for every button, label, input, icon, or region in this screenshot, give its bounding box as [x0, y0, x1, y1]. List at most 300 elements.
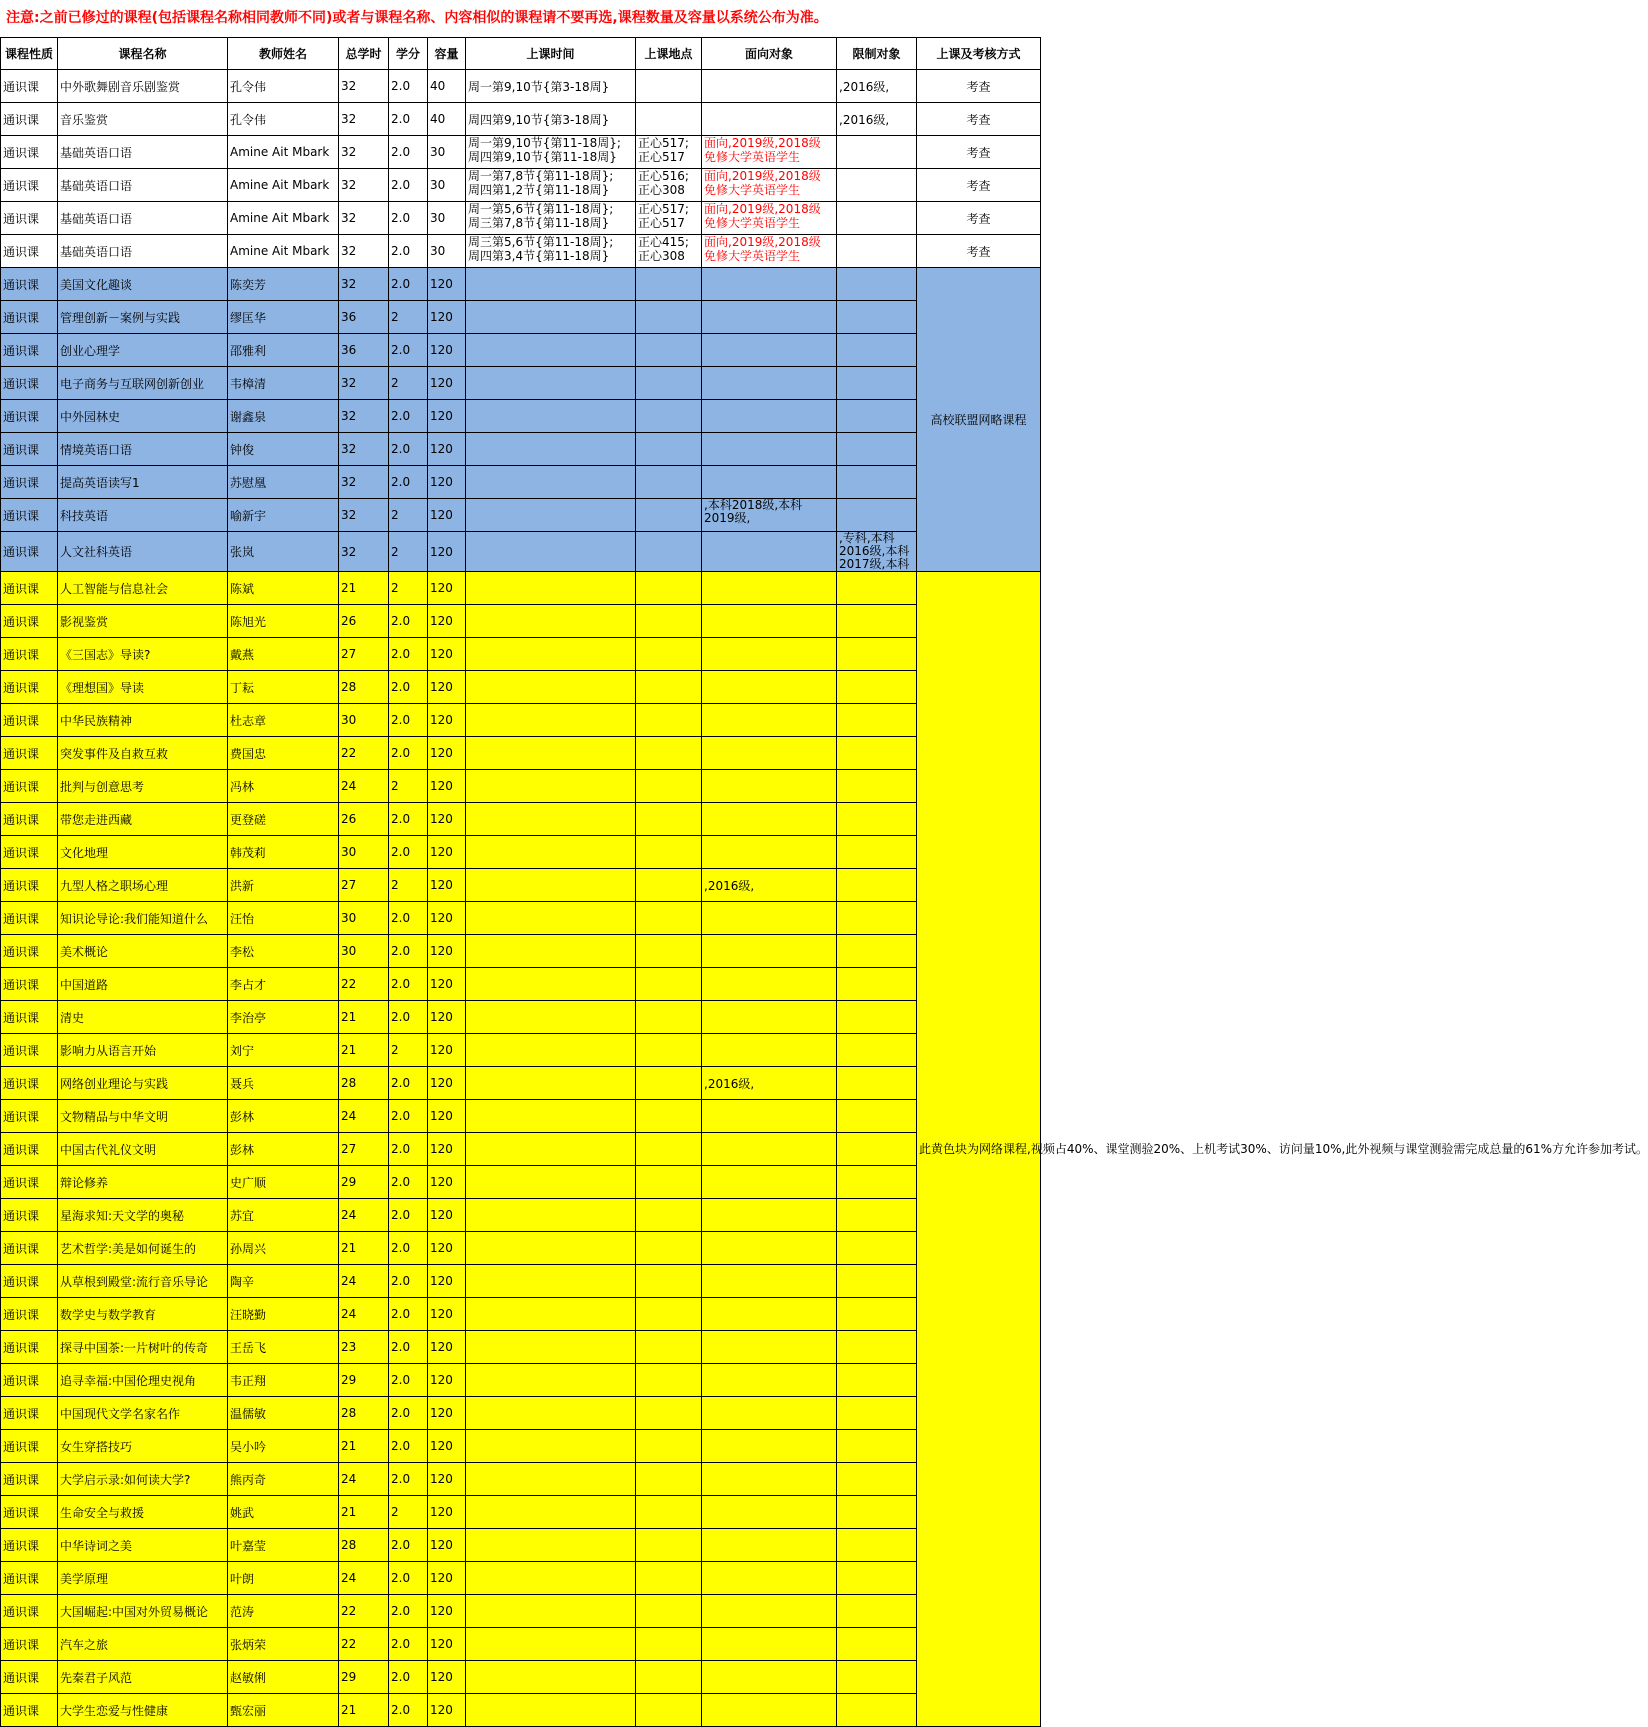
cell-capacity[interactable]: 120 — [428, 1562, 466, 1595]
cell-credit[interactable]: 2 — [389, 1034, 428, 1067]
cell-credit[interactable]: 2.0 — [389, 935, 428, 968]
column-header-credit[interactable]: 学分 — [389, 38, 428, 70]
cell-capacity[interactable]: 120 — [428, 737, 466, 770]
cell-place[interactable] — [636, 1562, 702, 1595]
cell-course-type[interactable]: 通识课 — [1, 638, 58, 671]
cell-hours[interactable]: 30 — [339, 836, 389, 869]
cell-capacity[interactable]: 120 — [428, 1331, 466, 1364]
cell-course-type[interactable]: 通识课 — [1, 202, 58, 235]
cell-course-name[interactable]: 中国道路 — [58, 968, 228, 1001]
cell-teacher[interactable]: 陈奕芳 — [228, 268, 339, 301]
cell-limit[interactable] — [837, 1430, 917, 1463]
cell-limit[interactable]: ,2016级, — [837, 103, 917, 136]
cell-course-name[interactable]: 提高英语读写1 — [58, 466, 228, 499]
cell-place[interactable] — [636, 671, 702, 704]
cell-credit[interactable]: 2.0 — [389, 433, 428, 466]
cell-time[interactable] — [466, 1397, 636, 1430]
cell-hours[interactable]: 24 — [339, 1199, 389, 1232]
cell-hours[interactable]: 36 — [339, 334, 389, 367]
cell-place[interactable] — [636, 1232, 702, 1265]
cell-course-type[interactable]: 通识课 — [1, 968, 58, 1001]
cell-time[interactable] — [466, 1463, 636, 1496]
cell-course-type[interactable]: 通识课 — [1, 1265, 58, 1298]
cell-teacher[interactable]: 赵敏俐 — [228, 1661, 339, 1694]
cell-course-name[interactable]: 大学启示录:如何读大学? — [58, 1463, 228, 1496]
cell-time[interactable]: 周四第9,10节{第3-18周} — [466, 103, 636, 136]
cell-target[interactable] — [702, 704, 837, 737]
cell-credit[interactable]: 2.0 — [389, 968, 428, 1001]
cell-limit[interactable] — [837, 572, 917, 605]
cell-time[interactable] — [466, 1133, 636, 1166]
cell-place[interactable] — [636, 605, 702, 638]
cell-course-type[interactable]: 通识课 — [1, 1628, 58, 1661]
cell-time[interactable] — [466, 301, 636, 334]
cell-limit[interactable]: ,2016级, — [837, 70, 917, 103]
cell-target[interactable] — [702, 770, 837, 803]
cell-exam[interactable]: 考查 — [917, 136, 1041, 169]
cell-target[interactable] — [702, 671, 837, 704]
cell-place[interactable]: 正心517; 正心517 — [636, 202, 702, 235]
cell-credit[interactable]: 2.0 — [389, 1562, 428, 1595]
cell-place[interactable] — [636, 770, 702, 803]
cell-limit[interactable] — [837, 1364, 917, 1397]
cell-target[interactable] — [702, 70, 837, 103]
cell-teacher[interactable]: 钟俊 — [228, 433, 339, 466]
cell-limit[interactable] — [837, 1496, 917, 1529]
cell-place[interactable] — [636, 1133, 702, 1166]
cell-capacity[interactable]: 120 — [428, 400, 466, 433]
cell-capacity[interactable]: 120 — [428, 466, 466, 499]
cell-credit[interactable]: 2 — [389, 572, 428, 605]
cell-teacher[interactable]: 陶辛 — [228, 1265, 339, 1298]
cell-target[interactable] — [702, 1034, 837, 1067]
cell-time[interactable] — [466, 268, 636, 301]
cell-limit[interactable] — [837, 334, 917, 367]
cell-course-name[interactable]: 影响力从语言开始 — [58, 1034, 228, 1067]
cell-hours[interactable]: 27 — [339, 638, 389, 671]
cell-course-type[interactable]: 通识课 — [1, 836, 58, 869]
cell-hours[interactable]: 21 — [339, 572, 389, 605]
cell-target[interactable] — [702, 400, 837, 433]
cell-target[interactable]: 面向,2019级,2018级 免修大学英语学生 — [702, 169, 837, 202]
cell-target[interactable] — [702, 836, 837, 869]
cell-course-type[interactable]: 通识课 — [1, 301, 58, 334]
cell-credit[interactable]: 2.0 — [389, 1595, 428, 1628]
cell-place[interactable] — [636, 1463, 702, 1496]
cell-hours[interactable]: 32 — [339, 136, 389, 169]
cell-hours[interactable]: 32 — [339, 202, 389, 235]
cell-course-name[interactable]: 艺术哲学:美是如何诞生的 — [58, 1232, 228, 1265]
cell-place[interactable] — [636, 836, 702, 869]
cell-course-type[interactable]: 通识课 — [1, 605, 58, 638]
cell-time[interactable] — [466, 1529, 636, 1562]
cell-capacity[interactable]: 120 — [428, 1364, 466, 1397]
cell-capacity[interactable]: 120 — [428, 532, 466, 572]
cell-place[interactable] — [636, 1397, 702, 1430]
cell-teacher[interactable]: 孙周兴 — [228, 1232, 339, 1265]
cell-place[interactable] — [636, 499, 702, 532]
cell-hours[interactable]: 30 — [339, 935, 389, 968]
cell-capacity[interactable]: 120 — [428, 1661, 466, 1694]
cell-course-name[interactable]: 基础英语口语 — [58, 136, 228, 169]
cell-target[interactable] — [702, 1397, 837, 1430]
cell-place[interactable] — [636, 935, 702, 968]
cell-credit[interactable]: 2.0 — [389, 202, 428, 235]
cell-credit[interactable]: 2.0 — [389, 638, 428, 671]
cell-course-type[interactable]: 通识课 — [1, 1034, 58, 1067]
cell-time[interactable] — [466, 704, 636, 737]
cell-capacity[interactable]: 120 — [428, 1430, 466, 1463]
cell-target[interactable]: ,2016级, — [702, 1067, 837, 1100]
cell-limit[interactable] — [837, 1034, 917, 1067]
cell-hours[interactable]: 29 — [339, 1166, 389, 1199]
cell-capacity[interactable]: 120 — [428, 433, 466, 466]
cell-teacher[interactable]: 吴小吟 — [228, 1430, 339, 1463]
cell-time[interactable] — [466, 1166, 636, 1199]
cell-place[interactable] — [636, 572, 702, 605]
cell-place[interactable] — [636, 638, 702, 671]
cell-hours[interactable]: 32 — [339, 169, 389, 202]
cell-hours[interactable]: 26 — [339, 803, 389, 836]
cell-limit[interactable] — [837, 367, 917, 400]
cell-time[interactable] — [466, 935, 636, 968]
cell-credit[interactable]: 2.0 — [389, 1265, 428, 1298]
cell-course-type[interactable]: 通识课 — [1, 1397, 58, 1430]
cell-credit[interactable]: 2.0 — [389, 737, 428, 770]
cell-hours[interactable]: 22 — [339, 968, 389, 1001]
cell-target[interactable] — [702, 1694, 837, 1727]
cell-limit[interactable] — [837, 902, 917, 935]
cell-course-name[interactable]: 数学史与数学教育 — [58, 1298, 228, 1331]
cell-time[interactable] — [466, 1067, 636, 1100]
column-header-place[interactable]: 上课地点 — [636, 38, 702, 70]
cell-course-type[interactable]: 通识课 — [1, 1496, 58, 1529]
cell-target[interactable]: 面向,2019级,2018级 免修大学英语学生 — [702, 202, 837, 235]
cell-hours[interactable]: 26 — [339, 605, 389, 638]
cell-course-name[interactable]: 探寻中国茶:一片树叶的传奇 — [58, 1331, 228, 1364]
cell-hours[interactable]: 24 — [339, 1100, 389, 1133]
cell-time[interactable] — [466, 869, 636, 902]
cell-course-name[interactable]: 文化地理 — [58, 836, 228, 869]
cell-capacity[interactable]: 120 — [428, 1397, 466, 1430]
cell-hours[interactable]: 22 — [339, 1595, 389, 1628]
cell-time[interactable] — [466, 1694, 636, 1727]
cell-course-name[interactable]: 大国崛起:中国对外贸易概论 — [58, 1595, 228, 1628]
cell-limit[interactable] — [837, 605, 917, 638]
cell-capacity[interactable]: 120 — [428, 1133, 466, 1166]
cell-course-name[interactable]: 《三国志》导读? — [58, 638, 228, 671]
cell-course-type[interactable]: 通识课 — [1, 70, 58, 103]
cell-hours[interactable]: 28 — [339, 1067, 389, 1100]
cell-time[interactable] — [466, 1265, 636, 1298]
cell-place[interactable] — [636, 902, 702, 935]
cell-time[interactable] — [466, 499, 636, 532]
cell-limit[interactable] — [837, 268, 917, 301]
cell-capacity[interactable]: 120 — [428, 499, 466, 532]
cell-hours[interactable]: 32 — [339, 70, 389, 103]
cell-course-name[interactable]: 管理创新－案例与实践 — [58, 301, 228, 334]
cell-course-name[interactable]: 批判与创意思考 — [58, 770, 228, 803]
cell-place[interactable] — [636, 1265, 702, 1298]
cell-hours[interactable]: 28 — [339, 1529, 389, 1562]
cell-teacher[interactable]: Amine Ait Mbark — [228, 202, 339, 235]
cell-credit[interactable]: 2 — [389, 770, 428, 803]
cell-limit[interactable] — [837, 202, 917, 235]
cell-time[interactable] — [466, 968, 636, 1001]
cell-course-name[interactable]: 文物精品与中华文明 — [58, 1100, 228, 1133]
cell-teacher[interactable]: 张炳荣 — [228, 1628, 339, 1661]
cell-time[interactable] — [466, 1595, 636, 1628]
cell-course-type[interactable]: 通识课 — [1, 1661, 58, 1694]
cell-target[interactable] — [702, 605, 837, 638]
cell-hours[interactable]: 29 — [339, 1364, 389, 1397]
cell-hours[interactable]: 32 — [339, 103, 389, 136]
cell-course-name[interactable]: 音乐鉴赏 — [58, 103, 228, 136]
cell-course-type[interactable]: 通识课 — [1, 1430, 58, 1463]
cell-teacher[interactable]: 刘宁 — [228, 1034, 339, 1067]
cell-place[interactable] — [636, 1661, 702, 1694]
cell-hours[interactable]: 24 — [339, 770, 389, 803]
cell-place[interactable] — [636, 803, 702, 836]
column-header-time[interactable]: 上课时间 — [466, 38, 636, 70]
cell-capacity[interactable]: 120 — [428, 1496, 466, 1529]
cell-hours[interactable]: 29 — [339, 1661, 389, 1694]
column-header-target[interactable]: 面向对象 — [702, 38, 837, 70]
cell-course-name[interactable]: 中外园林史 — [58, 400, 228, 433]
cell-capacity[interactable]: 120 — [428, 1199, 466, 1232]
cell-capacity[interactable]: 120 — [428, 268, 466, 301]
cell-limit[interactable] — [837, 1628, 917, 1661]
cell-place[interactable] — [636, 1001, 702, 1034]
cell-capacity[interactable]: 120 — [428, 1034, 466, 1067]
cell-target[interactable]: ,本科2018级,本科 2019级, — [702, 499, 837, 532]
cell-time[interactable] — [466, 1001, 636, 1034]
cell-credit[interactable]: 2.0 — [389, 1133, 428, 1166]
cell-capacity[interactable]: 120 — [428, 902, 466, 935]
cell-time[interactable] — [466, 1199, 636, 1232]
cell-place[interactable]: 正心516; 正心308 — [636, 169, 702, 202]
cell-course-type[interactable]: 通识课 — [1, 902, 58, 935]
column-header-name[interactable]: 课程名称 — [58, 38, 228, 70]
cell-course-type[interactable]: 通识课 — [1, 1694, 58, 1727]
cell-target[interactable] — [702, 1166, 837, 1199]
cell-teacher[interactable]: 叶嘉莹 — [228, 1529, 339, 1562]
cell-teacher[interactable]: 洪新 — [228, 869, 339, 902]
cell-limit[interactable] — [837, 803, 917, 836]
cell-course-type[interactable]: 通识课 — [1, 367, 58, 400]
cell-target[interactable]: 面向,2019级,2018级 免修大学英语学生 — [702, 235, 837, 268]
cell-capacity[interactable]: 120 — [428, 1232, 466, 1265]
cell-course-name[interactable]: 人文社科英语 — [58, 532, 228, 572]
cell-hours[interactable]: 32 — [339, 367, 389, 400]
cell-course-type[interactable]: 通识课 — [1, 1199, 58, 1232]
cell-time[interactable] — [466, 1331, 636, 1364]
cell-place[interactable] — [636, 334, 702, 367]
cell-teacher[interactable]: 韩茂莉 — [228, 836, 339, 869]
cell-target[interactable] — [702, 1463, 837, 1496]
cell-course-name[interactable]: 清史 — [58, 1001, 228, 1034]
cell-credit[interactable]: 2.0 — [389, 268, 428, 301]
cell-course-name[interactable]: 知识论导论:我们能知道什么 — [58, 902, 228, 935]
cell-limit[interactable] — [837, 136, 917, 169]
cell-course-type[interactable]: 通识课 — [1, 1463, 58, 1496]
cell-time[interactable] — [466, 367, 636, 400]
cell-teacher[interactable]: 史广顺 — [228, 1166, 339, 1199]
cell-teacher[interactable]: 范涛 — [228, 1595, 339, 1628]
cell-teacher[interactable]: 陈旭光 — [228, 605, 339, 638]
cell-credit[interactable]: 2.0 — [389, 1529, 428, 1562]
cell-course-type[interactable]: 通识课 — [1, 1562, 58, 1595]
cell-place[interactable] — [636, 466, 702, 499]
cell-hours[interactable]: 28 — [339, 671, 389, 704]
cell-place[interactable] — [636, 532, 702, 572]
cell-target[interactable] — [702, 103, 837, 136]
cell-credit[interactable]: 2.0 — [389, 1628, 428, 1661]
cell-place[interactable]: 正心415; 正心308 — [636, 235, 702, 268]
cell-course-type[interactable]: 通识课 — [1, 1001, 58, 1034]
cell-teacher[interactable]: 谢鑫泉 — [228, 400, 339, 433]
cell-course-name[interactable]: 中国古代礼仪文明 — [58, 1133, 228, 1166]
cell-limit[interactable] — [837, 770, 917, 803]
cell-teacher[interactable]: 叶朗 — [228, 1562, 339, 1595]
cell-time[interactable] — [466, 1661, 636, 1694]
cell-capacity[interactable]: 120 — [428, 1595, 466, 1628]
cell-target[interactable] — [702, 935, 837, 968]
cell-credit[interactable]: 2.0 — [389, 1067, 428, 1100]
cell-target[interactable] — [702, 1199, 837, 1232]
cell-target[interactable] — [702, 1562, 837, 1595]
cell-time[interactable] — [466, 1034, 636, 1067]
cell-time[interactable]: 周一第9,10节{第3-18周} — [466, 70, 636, 103]
cell-capacity[interactable]: 120 — [428, 1628, 466, 1661]
cell-teacher[interactable]: Amine Ait Mbark — [228, 136, 339, 169]
cell-limit[interactable] — [837, 1298, 917, 1331]
cell-place[interactable] — [636, 301, 702, 334]
cell-teacher[interactable]: Amine Ait Mbark — [228, 169, 339, 202]
cell-capacity[interactable]: 120 — [428, 301, 466, 334]
cell-course-type[interactable]: 通识课 — [1, 334, 58, 367]
cell-hours[interactable]: 36 — [339, 301, 389, 334]
cell-place[interactable] — [636, 433, 702, 466]
cell-hours[interactable]: 24 — [339, 1298, 389, 1331]
cell-limit[interactable] — [837, 869, 917, 902]
cell-hours[interactable]: 32 — [339, 499, 389, 532]
cell-teacher[interactable]: 聂兵 — [228, 1067, 339, 1100]
cell-limit[interactable] — [837, 638, 917, 671]
cell-teacher[interactable]: 汪怡 — [228, 902, 339, 935]
cell-limit[interactable] — [837, 1595, 917, 1628]
cell-place[interactable] — [636, 737, 702, 770]
cell-hours[interactable]: 21 — [339, 1001, 389, 1034]
cell-course-name[interactable]: 女生穿搭技巧 — [58, 1430, 228, 1463]
cell-capacity[interactable]: 120 — [428, 869, 466, 902]
cell-course-name[interactable]: 影视鉴赏 — [58, 605, 228, 638]
cell-place[interactable] — [636, 1529, 702, 1562]
cell-exam[interactable]: 考查 — [917, 235, 1041, 268]
column-header-exam[interactable]: 上课及考核方式 — [917, 38, 1041, 70]
cell-target[interactable] — [702, 968, 837, 1001]
cell-time[interactable] — [466, 1430, 636, 1463]
cell-teacher[interactable]: 甄宏丽 — [228, 1694, 339, 1727]
cell-hours[interactable]: 24 — [339, 1265, 389, 1298]
cell-limit[interactable] — [837, 1529, 917, 1562]
cell-teacher[interactable]: 王岳飞 — [228, 1331, 339, 1364]
cell-place[interactable] — [636, 1595, 702, 1628]
cell-credit[interactable]: 2.0 — [389, 803, 428, 836]
cell-course-type[interactable]: 通识课 — [1, 235, 58, 268]
cell-teacher[interactable]: 李治亭 — [228, 1001, 339, 1034]
cell-credit[interactable]: 2.0 — [389, 1331, 428, 1364]
cell-capacity[interactable]: 120 — [428, 1298, 466, 1331]
cell-limit[interactable] — [837, 1001, 917, 1034]
cell-course-type[interactable]: 通识课 — [1, 1595, 58, 1628]
cell-credit[interactable]: 2.0 — [389, 1232, 428, 1265]
cell-course-type[interactable]: 通识课 — [1, 737, 58, 770]
cell-limit[interactable] — [837, 1166, 917, 1199]
cell-course-type[interactable]: 通识课 — [1, 466, 58, 499]
cell-capacity[interactable]: 120 — [428, 836, 466, 869]
cell-course-name[interactable]: 追寻幸福:中国伦理史视角 — [58, 1364, 228, 1397]
cell-credit[interactable]: 2 — [389, 532, 428, 572]
cell-limit[interactable] — [837, 1562, 917, 1595]
cell-hours[interactable]: 21 — [339, 1232, 389, 1265]
cell-place[interactable] — [636, 704, 702, 737]
cell-credit[interactable]: 2.0 — [389, 235, 428, 268]
cell-capacity[interactable]: 40 — [428, 103, 466, 136]
cell-teacher[interactable]: 戴燕 — [228, 638, 339, 671]
cell-capacity[interactable]: 120 — [428, 1265, 466, 1298]
cell-credit[interactable]: 2.0 — [389, 1199, 428, 1232]
cell-place[interactable] — [636, 1430, 702, 1463]
cell-target[interactable] — [702, 334, 837, 367]
cell-place[interactable] — [636, 103, 702, 136]
cell-course-name[interactable]: 突发事件及自救互救 — [58, 737, 228, 770]
cell-capacity[interactable]: 120 — [428, 1001, 466, 1034]
cell-time[interactable] — [466, 572, 636, 605]
cell-capacity[interactable]: 40 — [428, 70, 466, 103]
cell-course-type[interactable]: 通识课 — [1, 803, 58, 836]
cell-target[interactable] — [702, 638, 837, 671]
cell-target[interactable] — [702, 1133, 837, 1166]
cell-credit[interactable]: 2.0 — [389, 902, 428, 935]
cell-course-type[interactable]: 通识课 — [1, 433, 58, 466]
cell-course-type[interactable]: 通识课 — [1, 1298, 58, 1331]
cell-target[interactable] — [702, 1529, 837, 1562]
cell-course-name[interactable]: 网络创业理论与实践 — [58, 1067, 228, 1100]
cell-credit[interactable]: 2 — [389, 869, 428, 902]
cell-limit[interactable] — [837, 1133, 917, 1166]
cell-hours[interactable]: 21 — [339, 1496, 389, 1529]
cell-credit[interactable]: 2.0 — [389, 704, 428, 737]
cell-limit[interactable] — [837, 1331, 917, 1364]
cell-limit[interactable] — [837, 169, 917, 202]
cell-target[interactable] — [702, 1001, 837, 1034]
cell-credit[interactable]: 2.0 — [389, 1001, 428, 1034]
cell-credit[interactable]: 2.0 — [389, 1364, 428, 1397]
cell-hours[interactable]: 23 — [339, 1331, 389, 1364]
cell-hours[interactable]: 24 — [339, 1562, 389, 1595]
cell-course-name[interactable]: 带您走进西藏 — [58, 803, 228, 836]
cell-course-name[interactable]: 从草根到殿堂:流行音乐导论 — [58, 1265, 228, 1298]
cell-course-name[interactable]: 美术概论 — [58, 935, 228, 968]
cell-teacher[interactable]: 苏宜 — [228, 1199, 339, 1232]
cell-time[interactable] — [466, 334, 636, 367]
cell-hours[interactable]: 21 — [339, 1694, 389, 1727]
cell-course-type[interactable]: 通识课 — [1, 704, 58, 737]
cell-place[interactable] — [636, 1067, 702, 1100]
cell-capacity[interactable]: 30 — [428, 169, 466, 202]
cell-capacity[interactable]: 120 — [428, 1463, 466, 1496]
